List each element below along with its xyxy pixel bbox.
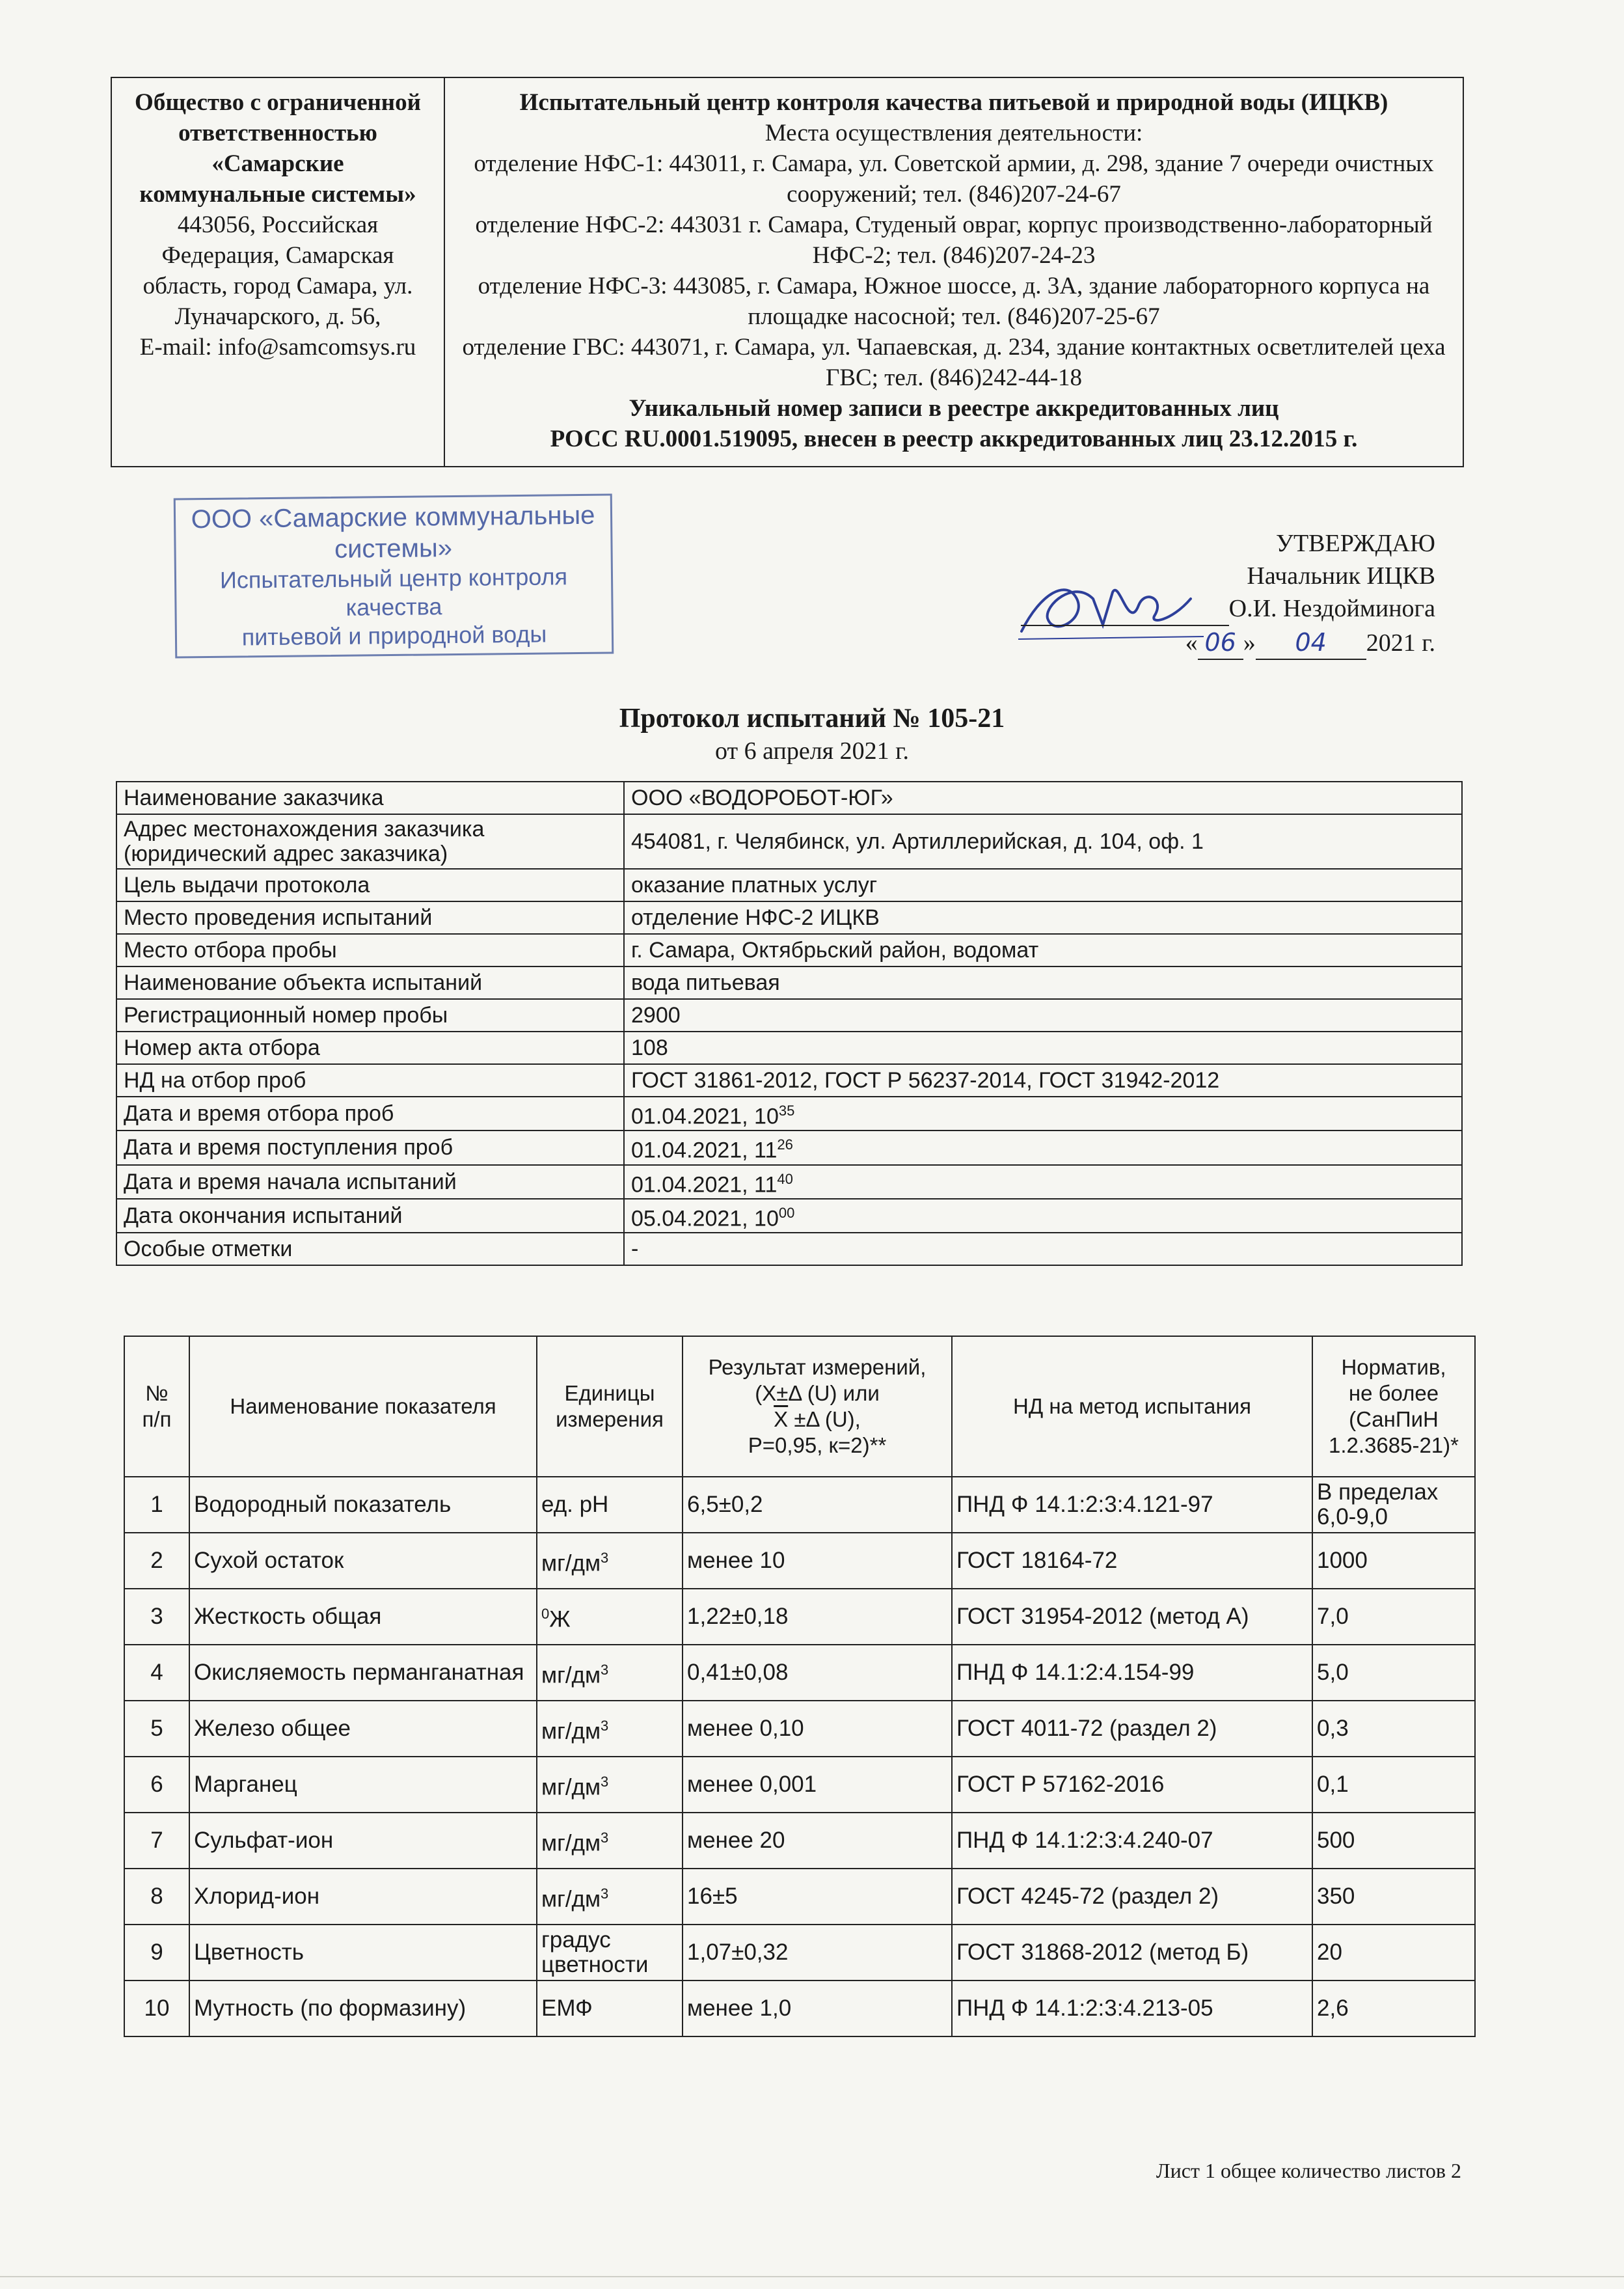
unit: $^0$Ж — [537, 1589, 683, 1645]
info-value: 2900 — [624, 999, 1462, 1032]
time-minutes: 40 — [777, 1170, 793, 1187]
test-method: ГОСТ 4011-72 (раздел 2) — [952, 1701, 1312, 1757]
testing-center-cell — [444, 77, 1463, 467]
info-key: Дата и время поступления проб — [116, 1131, 624, 1164]
measurement-result: менее 10 — [683, 1533, 952, 1589]
approval-month: 04 — [1256, 626, 1366, 660]
info-row — [116, 999, 1462, 1032]
unit: ед. pH — [537, 1477, 683, 1533]
info-row — [116, 814, 1462, 869]
result-row — [124, 1813, 1475, 1869]
organization-stamp — [174, 493, 614, 658]
unit: $мг/дм^3$ — [537, 1757, 683, 1813]
unit: $мг/дм^3$ — [537, 1813, 683, 1869]
results-body — [124, 1477, 1475, 2036]
norm-value: 500 — [1312, 1813, 1475, 1869]
indicator-name: Марганец — [189, 1757, 537, 1813]
row-number: 5 — [124, 1701, 189, 1757]
test-method: ГОСТ Р 57162-2016 — [952, 1757, 1312, 1813]
indicator-name: Сухой остаток — [189, 1533, 537, 1589]
result-row — [124, 1981, 1475, 2036]
info-row — [116, 1032, 1462, 1064]
info-row — [116, 1064, 1462, 1097]
info-value: отделение НФС-2 ИЦКВ — [624, 901, 1462, 934]
organization-cell — [111, 77, 444, 467]
measurement-result: 16±5 — [683, 1869, 952, 1925]
test-method: ГОСТ 31954-2012 (метод А) — [952, 1589, 1312, 1645]
info-value: 454081, г. Челябинск, ул. Артиллерийская, д. 104, оф. 1 — [624, 814, 1462, 869]
row-number: 9 — [124, 1925, 189, 1981]
info-key: Место проведения испытаний — [116, 901, 624, 934]
info-value: 01.04.2021, $11^{26}$ — [624, 1131, 1462, 1164]
info-key: Адрес местонахождения заказчика (юридический адрес заказчика) — [116, 814, 624, 869]
unit: $мг/дм^3$ — [537, 1645, 683, 1701]
row-number: 6 — [124, 1757, 189, 1813]
test-method: ГОСТ 4245-72 (раздел 2) — [952, 1869, 1312, 1925]
approver-name-line — [1021, 592, 1435, 626]
col-result-header: Результат измерений, (X±Δ (U) или $\overline{X} \pm\Delta$ (U), P=0,95, к=2)** — [683, 1336, 952, 1477]
info-value: ООО «ВОДОРОБОТ-ЮГ» — [624, 782, 1462, 814]
unit: градус цветности — [537, 1925, 683, 1981]
info-row — [116, 1097, 1462, 1131]
protocol-title — [0, 702, 1624, 767]
row-number: 3 — [124, 1589, 189, 1645]
place-nfs2: отделение НФС-2: 443031 г. Самара, Студеный овраг, корпус производственно-лабораторный НФС-2; тел. (846)207-24-23 — [475, 212, 1433, 269]
info-row — [116, 934, 1462, 966]
measurement-result: 0,41±0,08 — [683, 1645, 952, 1701]
norm-value: 2,6 — [1312, 1981, 1475, 2036]
info-key: Дата и время начала испытаний — [116, 1165, 624, 1199]
page-footer: Лист 1 общее количество листов 2 — [1156, 2159, 1461, 2182]
measurement-result: менее 20 — [683, 1813, 952, 1869]
info-key: Дата окончания испытаний — [116, 1199, 624, 1233]
col-method-header: НД на метод испытания — [952, 1336, 1312, 1477]
info-key: Номер акта отбора — [116, 1032, 624, 1064]
result-row — [124, 1701, 1475, 1757]
registry-line-2: РОСС RU.0001.519095, внесен в реестр аккредитованных лиц 23.12.2015 г. — [550, 426, 1358, 452]
organization-address: 443056, Российская Федерация, Самарская область, город Самара, ул. Луначарского, д. 56, E-mail: info@samcomsys.ru — [139, 212, 416, 361]
approval-year: 2021 г. — [1366, 629, 1435, 657]
result-row — [124, 1757, 1475, 1813]
result-row — [124, 1477, 1475, 1533]
signature-line — [1021, 592, 1229, 626]
info-value: 108 — [624, 1032, 1462, 1064]
info-value: 01.04.2021, $11^{40}$ — [624, 1165, 1462, 1199]
info-key: Наименование объекта испытаний — [116, 966, 624, 999]
place-nfs1: отделение НФС-1: 443011, г. Самара, ул. Советской армии, д. 298, здание 7 очереди очистных сооружений; тел. (846)207-24-67 — [474, 150, 1434, 208]
norm-value: 20 — [1312, 1925, 1475, 1981]
results-table — [124, 1336, 1476, 2037]
stamp-line-2: Испытательный центр контроля качества — [219, 563, 568, 621]
norm-value: 0,1 — [1312, 1757, 1475, 1813]
info-key: НД на отбор проб — [116, 1064, 624, 1097]
approval-day: 06 — [1198, 626, 1243, 660]
indicator-name: Хлорид-ион — [189, 1869, 537, 1925]
result-row — [124, 1645, 1475, 1701]
place-nfs3: отделение НФС-3: 443085, г. Самара, Южное шоссе, д. 3А, здание лабораторного корпуса на площадке насосной; тел. (846)207-25-67 — [478, 273, 1430, 330]
test-method: ПНД Ф 14.1:2:3:4.121-97 — [952, 1477, 1312, 1533]
unit: $мг/дм^3$ — [537, 1869, 683, 1925]
time-minutes: 35 — [778, 1103, 795, 1119]
measurement-result: менее 0,10 — [683, 1701, 952, 1757]
info-row — [116, 901, 1462, 934]
place-gvs: отделение ГВС: 443071, г. Самара, ул. Чапаевская, д. 234, здание контактных осветлителей цеха ГВС; тел. (846)242-44-18 — [462, 334, 1446, 391]
norm-value: В пределах 6,0-9,0 — [1312, 1477, 1475, 1533]
norm-value: 350 — [1312, 1869, 1475, 1925]
sample-info-table — [116, 781, 1463, 1266]
col-unit-header: Единицы измерения — [537, 1336, 683, 1477]
measurement-result: 1,07±0,32 — [683, 1925, 952, 1981]
info-key: Место отбора пробы — [116, 934, 624, 966]
approval-date: « 06 » 04 2021 г. — [1021, 626, 1435, 660]
info-value: 05.04.2021, $10^{00}$ — [624, 1199, 1462, 1233]
unit: $мг/дм^3$ — [537, 1701, 683, 1757]
stamp-line-3: питьевой и природной воды — [241, 620, 547, 651]
info-row — [116, 1233, 1462, 1265]
protocol-date: от 6 апреля 2021 г. — [715, 737, 909, 765]
scan-edge-divider — [0, 2276, 1624, 2277]
indicator-name: Железо общее — [189, 1701, 537, 1757]
measurement-result: 6,5±0,2 — [683, 1477, 952, 1533]
row-number: 2 — [124, 1533, 189, 1589]
info-row — [116, 1165, 1462, 1199]
norm-value: 5,0 — [1312, 1645, 1475, 1701]
test-method: ГОСТ 31868-2012 (метод Б) — [952, 1925, 1312, 1981]
indicator-name: Цветность — [189, 1925, 537, 1981]
col-name-header: Наименование показателя — [189, 1336, 537, 1477]
test-method: ГОСТ 18164-72 — [952, 1533, 1312, 1589]
test-method: ПНД Ф 14.1:2:3:4.213-05 — [952, 1981, 1312, 2036]
norm-value: 0,3 — [1312, 1701, 1475, 1757]
row-number: 7 — [124, 1813, 189, 1869]
indicator-name: Водородный показатель — [189, 1477, 537, 1533]
info-row — [116, 869, 1462, 901]
info-row — [116, 782, 1462, 814]
registry-line-1: Уникальный номер записи в реестре аккредитованных лиц — [629, 395, 1279, 422]
info-value: - — [624, 1233, 1462, 1265]
measurement-result: 1,22±0,18 — [683, 1589, 952, 1645]
info-value: ГОСТ 31861-2012, ГОСТ Р 56237-2014, ГОСТ 31942-2012 — [624, 1064, 1462, 1097]
info-key: Особые отметки — [116, 1233, 624, 1265]
approve-label: УТВЕРЖДАЮ — [1276, 530, 1435, 557]
approval-block — [1021, 527, 1435, 660]
organization-name: Общество с ограниченной ответственностью «Самарские коммунальные системы» — [135, 89, 421, 208]
indicator-name: Сульфат-ион — [189, 1813, 537, 1869]
col-number-header: № п/п — [124, 1336, 189, 1477]
info-row — [116, 1199, 1462, 1233]
header-table — [111, 77, 1464, 467]
info-value: вода питьевая — [624, 966, 1462, 999]
indicator-name: Жесткость общая — [189, 1589, 537, 1645]
testing-center-title: Испытательный центр контроля качества питьевой и природной воды (ИЦКВ) — [519, 89, 1388, 116]
row-number: 8 — [124, 1869, 189, 1925]
info-key: Наименование заказчика — [116, 782, 624, 814]
info-value: 01.04.2021, $10^{35}$ — [624, 1097, 1462, 1131]
approver-position: Начальник ИЦКВ — [1247, 562, 1435, 590]
row-number: 4 — [124, 1645, 189, 1701]
measurement-result: менее 0,001 — [683, 1757, 952, 1813]
col-norm-header: Норматив, не более (СанПиН 1.2.3685-21)* — [1312, 1336, 1475, 1477]
unit: ЕМФ — [537, 1981, 683, 2036]
measurement-result: менее 1,0 — [683, 1981, 952, 2036]
result-row — [124, 1869, 1475, 1925]
test-method: ПНД Ф 14.1:2:4.154-99 — [952, 1645, 1312, 1701]
places-heading: Места осуществления деятельности: — [765, 120, 1143, 146]
result-row — [124, 1533, 1475, 1589]
sample-info-body — [116, 782, 1462, 1265]
unit: $мг/дм^3$ — [537, 1533, 683, 1589]
info-row — [116, 1131, 1462, 1164]
indicator-name: Мутность (по формазину) — [189, 1981, 537, 2036]
info-row — [116, 966, 1462, 999]
norm-value: 7,0 — [1312, 1589, 1475, 1645]
protocol-number: Протокол испытаний № 105-21 — [619, 704, 1005, 733]
indicator-name: Окисляемость перманганатная — [189, 1645, 537, 1701]
row-number: 10 — [124, 1981, 189, 2036]
info-key: Регистрационный номер пробы — [116, 999, 624, 1032]
info-key: Цель выдачи протокола — [116, 869, 624, 901]
info-key: Дата и время отбора проб — [116, 1097, 624, 1131]
norm-value: 1000 — [1312, 1533, 1475, 1589]
stamp-line-1: ООО «Самарские коммунальные системы» — [191, 500, 595, 564]
result-row — [124, 1925, 1475, 1981]
info-value: оказание платных услуг — [624, 869, 1462, 901]
results-header-row — [124, 1336, 1475, 1477]
approver-name: О.И. Нездойминога — [1228, 595, 1435, 622]
test-method: ПНД Ф 14.1:2:3:4.240-07 — [952, 1813, 1312, 1869]
info-value: г. Самара, Октябрьский район, водомат — [624, 934, 1462, 966]
row-number: 1 — [124, 1477, 189, 1533]
result-row — [124, 1589, 1475, 1645]
time-minutes: 00 — [778, 1204, 795, 1221]
time-minutes: 26 — [777, 1136, 793, 1153]
